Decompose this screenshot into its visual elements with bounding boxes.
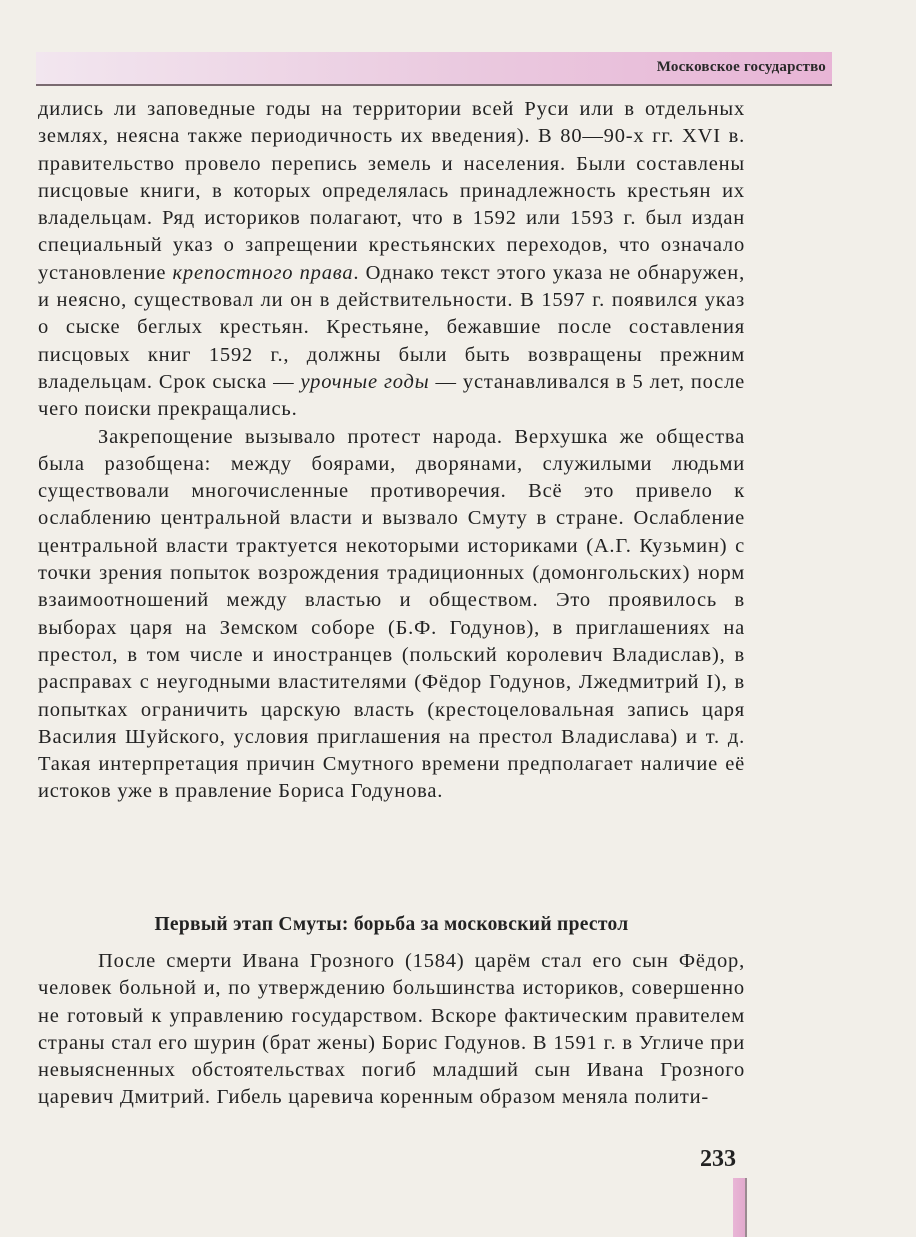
body-text	[38, 96, 745, 806]
section-body-text	[38, 948, 745, 1112]
paragraph-3: После смерти Ивана Грозного (1584) царём стал его сын Фёдор, человек больной и, по утверждению большинства историков, совершенно не готовый к управлению государством. Вскоре фактическим правителем страны стал его шурин (брат жены) Борис Годунов. В 1591 г. в Угличе при невыясненных обстоятельствах погиб младший сын Ивана Грозного царевич Дмитрий. Гибель царевича коренным образом меняла полити-	[38, 950, 745, 1109]
header-rule	[36, 84, 832, 86]
page-number: 233	[700, 1146, 736, 1172]
running-header-title: Московское государство	[656, 59, 826, 75]
page-edge-line	[745, 1178, 747, 1237]
paragraph-1: дились ли заповедные годы на территории всей Руси или в отдельных землях, неясна также периодичность их введения). В 80—90-х гг. XVI в. правительство провело перепись земель и населения. Были составлены писцовые книги, в которых определялась принадлежность крестьян их владельцам. Ряд историков полагают, что в 1592 или 1593 г. был издан специальный указ о запрещении крестьянских переходов, что означало установление крепостного права. Однако текст этого указа не обнаружен, и неясно, существовал ли он в действительности. В 1597 г. появился указ о сыске беглых крестьян. Крестьяне, бежавшие после составления писцовых книг 1592 г., должны были быть возвращены прежним владельцам. Срок сыска — урочные годы — устанавливался в 5 лет, после чего поиски прекращались.	[38, 98, 746, 421]
section-heading: Первый этап Смуты: борьба за московский престол	[154, 914, 629, 935]
paragraph-2: Закрепощение вызывало протест народа. Верхушка же общества была разобщена: между боярами, дворянами, служилыми людьми существовали многочисленные противоречия. Всё это привело к ослаблению центральной власти и вызвало Смуту в стране. Ослабление центральной власти трактуется некоторыми историками (А.Г. Кузьмин) с точки зрения попыток возрождения традиционных (домонгольских) норм взаимоотношений между властью и обществом. Это проявилось в выборах царя на Земском соборе (Б.Ф. Годунов), в приглашениях на престол, в том числе и иностранцев (польский королевич Владислав), в расправах с неугодными властителями (Фёдор Годунов, Лжедмитрий I), в попытках ограничить царскую власть (крестоцеловальная запись царя Василия Шуйского, условия приглашения на престол Владислава) и т. д. Такая интерпретация причин Смутного времени предполагает наличие её истоков уже в правление Бориса Годунова.	[38, 425, 745, 803]
